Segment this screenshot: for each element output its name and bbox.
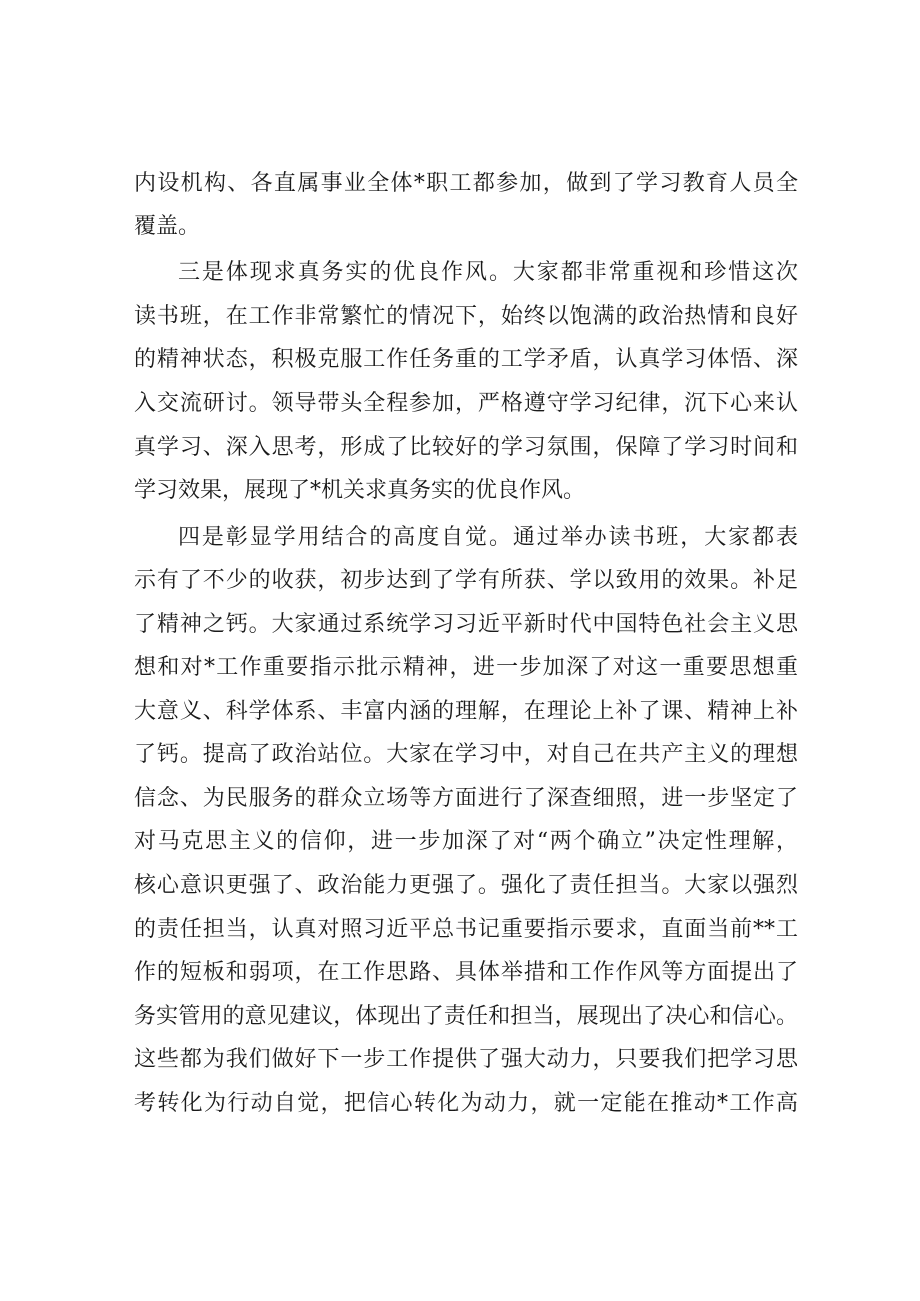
text-line: 信念、为民服务的群众立场等方面进行了深查细照，进一步坚定了 [134,786,798,811]
text-line: 务实管用的意见建议，体现出了责任和担当，展现出了决心和信心。 [134,1004,798,1029]
text-line: 的精神状态，积极克服工作任务重的工学矛盾，认真学习体悟、深 [134,347,798,372]
text-line: 了钙。提高了政治站位。大家在学习中，对自己在共产主义的理想 [134,742,798,767]
text-line: 示有了不少的收获，初步达到了学有所获、学以致用的效果。补足 [134,568,798,593]
text-line: 真学习、深入思考，形成了比较好的学习氛围，保障了学习时间和 [134,435,798,460]
text-line: 内设机构、各直属事业全体*职工都参加，做到了学习教育人员全 [134,171,798,196]
text-line: 入交流研讨。领导带头全程参加，严格遵守学习纪律，沉下心来认 [134,391,798,416]
text-line: 了精神之钙。大家通过系统学习习近平新时代中国特色社会主义思 [134,612,798,637]
text-line: 考转化为行动自觉，把信心转化为动力，就一定能在推动*工作高 [134,1091,798,1116]
text-line: 学习效果，展现了*机关求真务实的优良作风。 [134,478,586,503]
text-line: 读书班，在工作非常繁忙的情况下，始终以饱满的政治热情和良好 [134,304,798,329]
text-line: 这些都为我们做好下一步工作提供了强大动力，只要我们把学习思 [134,1047,798,1072]
text-line: 对马克思主义的信仰，进一步加深了对“两个确立”决定性理解， [134,829,798,854]
text-line: 覆盖。 [134,214,201,239]
paragraph-start-line: 四是彰显学用结合的高度自觉。通过举办读书班，大家都表 [178,525,798,550]
text-line: 作的短板和弱项，在工作思路、具体举措和工作作风等方面提出了 [134,960,798,985]
text-line: 想和对*工作重要指示批示精神，进一步加深了对这一重要思想重 [134,655,798,680]
text-line: 大意义、科学体系、丰富内涵的理解，在理论上补了课、精神上补 [134,699,798,724]
text-line: 核心意识更强了、政治能力更强了。强化了责任担当。大家以强烈 [134,873,798,898]
paragraph-start-line: 三是体现求真务实的优良作风。大家都非常重视和珍惜这次 [178,260,798,285]
text-line: 的责任担当，认真对照习近平总书记重要指示要求，直面当前**工 [134,917,798,942]
